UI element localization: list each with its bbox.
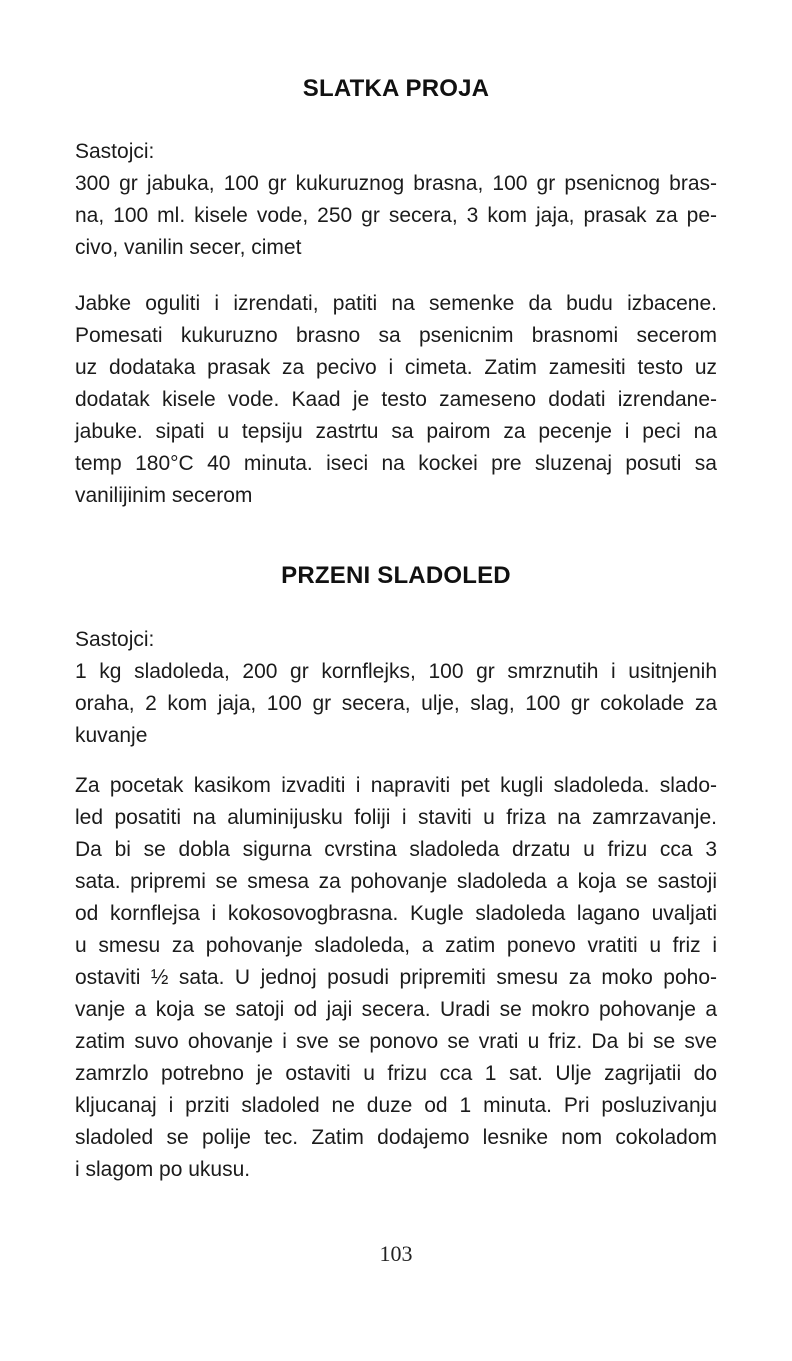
ingredients-paragraph	[75, 136, 717, 264]
ingredients-line: oraha, 2 kom jaja, 100 gr secera, ulje, slag, 100 gr cokolade za	[75, 692, 717, 715]
page-number: 103	[379, 1241, 413, 1266]
text-line: kljucanaj i prziti sladoled ne duze od 1 minuta. Pri posluzivanju	[75, 1094, 717, 1117]
instructions-paragraph	[75, 770, 717, 1186]
text-line: sata. pripremi se smesa za pohovanje sladoleda a koja se sastoji	[75, 870, 717, 893]
ingredients-line: civo, vanilin secer, cimet	[75, 236, 302, 259]
ingredients-line: na, 100 ml. kisele vode, 250 gr secera, 3 kom jaja, prasak za pe-	[75, 204, 717, 227]
text-line: zatim suvo ohovanje i sve se ponovo se vrati u friz. Da bi se sve	[75, 1030, 717, 1053]
text-line: dodatak kisele vode. Kaad je testo zameseno dodati izrendane-	[75, 388, 717, 411]
text-line: Za pocetak kasikom izvaditi i napraviti pet kugli sladoleda. slado-	[75, 774, 717, 797]
ingredients-line: 300 gr jabuka, 100 gr kukuruznog brasna, 100 gr psenicnog bras-	[75, 172, 717, 195]
document-page	[0, 73, 792, 1270]
text-line: Da bi se dobla sigurna cvrstina sladoleda drzatu u frizu cca 3	[75, 838, 717, 861]
text-line: led posatiti na aluminijusku foliji i staviti u friza na zamrzavanje.	[75, 806, 717, 829]
text-line: vanje a koja se satoji od jaji secera. Uradi se mokro pohovanje a	[75, 998, 717, 1021]
text-line: Jabke oguliti i izrendati, patiti na semenke da budu izbacene.	[75, 292, 717, 315]
recipe-title-przeni-sladoled: PRZENI SLADOLED	[281, 562, 511, 589]
text-line: uz dodataka prasak za pecivo i cimeta. Zatim zamesiti testo uz	[75, 356, 717, 379]
ingredients-line: kuvanje	[75, 724, 148, 747]
text-line: sladoled se polije tec. Zatim dodajemo lesnike nom cokoladom	[75, 1126, 717, 1149]
text-line: temp 180°C 40 minuta. iseci na kockei pre sluzenaj posuti sa	[75, 452, 717, 475]
text-line: u smesu za pohovanje sladoleda, a zatim ponevo vratiti u friz i	[75, 934, 717, 957]
text-line: od kornflejsa i kokosovogbrasna. Kugle sladoleda lagano uvaljati	[75, 902, 717, 925]
ingredients-label: Sastojci:	[75, 140, 155, 163]
recipe-title-slatka-proja: SLATKA PROJA	[302, 75, 490, 102]
text-line: zamrzlo potrebno je ostaviti u frizu cca 1 sat. Ulje zagrijatii do	[75, 1062, 717, 1085]
text-line: jabuke. sipati u tepsiju zastrtu sa pairom za pecenje i peci na	[75, 420, 717, 443]
ingredients-paragraph	[75, 624, 717, 752]
ingredients-line: 1 kg sladoleda, 200 gr kornflejks, 100 gr smrznutih i usitnjenih	[75, 660, 717, 683]
ingredients-label: Sastojci:	[75, 628, 155, 651]
text-line: ostaviti ½ sata. U jednoj posudi pripremiti smesu za moko poho-	[75, 966, 717, 989]
text-line: i slagom po ukusu.	[75, 1158, 251, 1181]
instructions-paragraph	[75, 288, 717, 512]
text-line: Pomesati kukuruzno brasno sa psenicnim brasnomi secerom	[75, 324, 717, 347]
text-line: vanilijinim secerom	[75, 484, 253, 507]
